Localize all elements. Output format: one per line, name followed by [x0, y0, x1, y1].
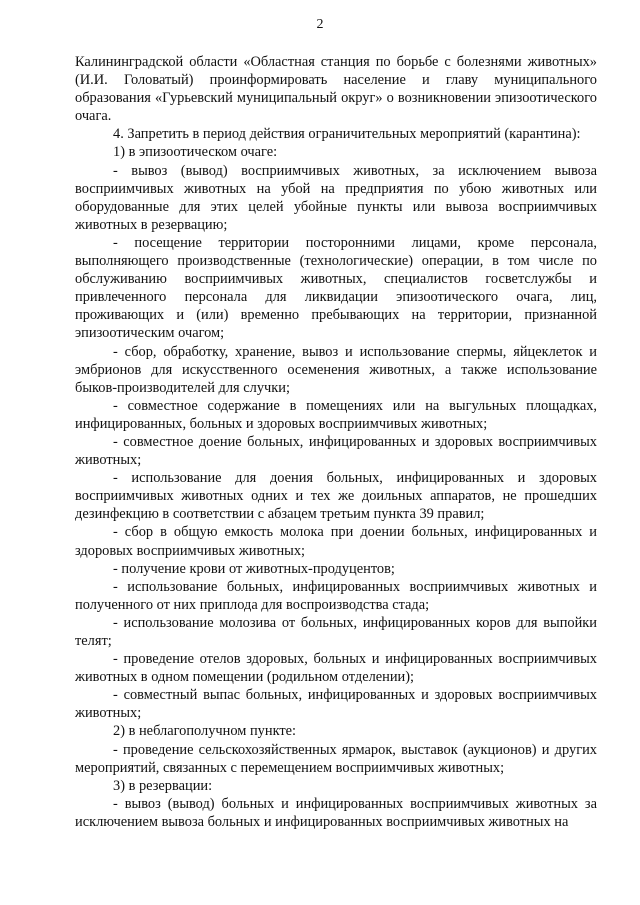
paragraph: - вывоз (вывод) восприимчивых животных, за исключением вывоза восприимчивых животных на убой на предприятия по убою животных или оборудованные для этих целей убойные пункты или вывоза восприимчивых животных в резервацию;	[75, 162, 597, 233]
page-number: 2	[316, 17, 324, 32]
paragraph: - проведение отелов здоровых, больных и инфицированных восприимчивых животных в одном помещении (родильном отделении);	[75, 651, 597, 686]
document-body	[75, 53, 597, 831]
paragraph: - использование больных, инфицированных восприимчивых животных и полученного от них приплода для воспроизводства стада;	[75, 578, 597, 613]
paragraph: - совместное доение больных, инфицированных и здоровых восприимчивых животных;	[75, 433, 597, 469]
paragraph: 2) в неблагополучном пункте:	[113, 723, 297, 740]
paragraph: - проведение сельскохозяйственных ярмарок, выставок (аукционов) и других мероприятий, связанных с перемещением восприимчивых животных;	[75, 741, 597, 776]
paragraph: - использование для доения больных, инфицированных и здоровых восприимчивых животных одних и тех же доильных аппаратов, не прошедших дезинфекцию в соответствии с абзацем третьим пункта 39 правил;	[75, 470, 597, 523]
paragraph: - совместный выпас больных, инфицированных и здоровых восприимчивых животных;	[75, 687, 597, 722]
paragraph: - сбор, обработку, хранение, вывоз и использование спермы, яйцеклеток и эмбрионов для искусственного осеменения животных, а также использование быков-производителей для случки;	[75, 343, 597, 396]
paragraph: 3) в резервации:	[113, 777, 213, 794]
paragraph: Калининградской области «Областная станция по борьбе с болезнями животных» (И.И. Головатый) проинформировать население и главу муниципального образования «Гурьевский муниципальный округ» о возникновении эпизоотического очага.	[75, 54, 597, 125]
paragraph: - сбор в общую емкость молока при доении больных, инфицированных и здоровых восприимчивых животных;	[75, 524, 597, 559]
paragraph: - вывоз (вывод) больных и инфицированных восприимчивых животных за исключением вывоза больных и инфицированных восприимчивых животных на	[75, 795, 597, 830]
paragraph: - использование молозива от больных, инфицированных коров для выпойки телят;	[75, 614, 597, 649]
paragraph: - получение крови от животных-продуцентов;	[113, 560, 395, 577]
paragraph: 4. Запретить в период действия ограничительных мероприятий (карантина):	[113, 126, 581, 143]
paragraph: - совместное содержание в помещениях или на выгульных площадках, инфицированных, больных и здоровых восприимчивых животных;	[75, 397, 597, 432]
paragraph: 1) в эпизоотическом очаге:	[113, 144, 278, 161]
paragraph: - посещение территории посторонними лицами, кроме персонала, выполняющего производственные (технологические) операции, в том числе по обслуживанию восприимчивых животных, специалистов госветслужбы и привлеченного персонала для ликвидации эпизоотического очага, лиц, проживающих и (или) временно пребывающих на территории, признанной эпизоотическим очагом;	[75, 234, 597, 342]
